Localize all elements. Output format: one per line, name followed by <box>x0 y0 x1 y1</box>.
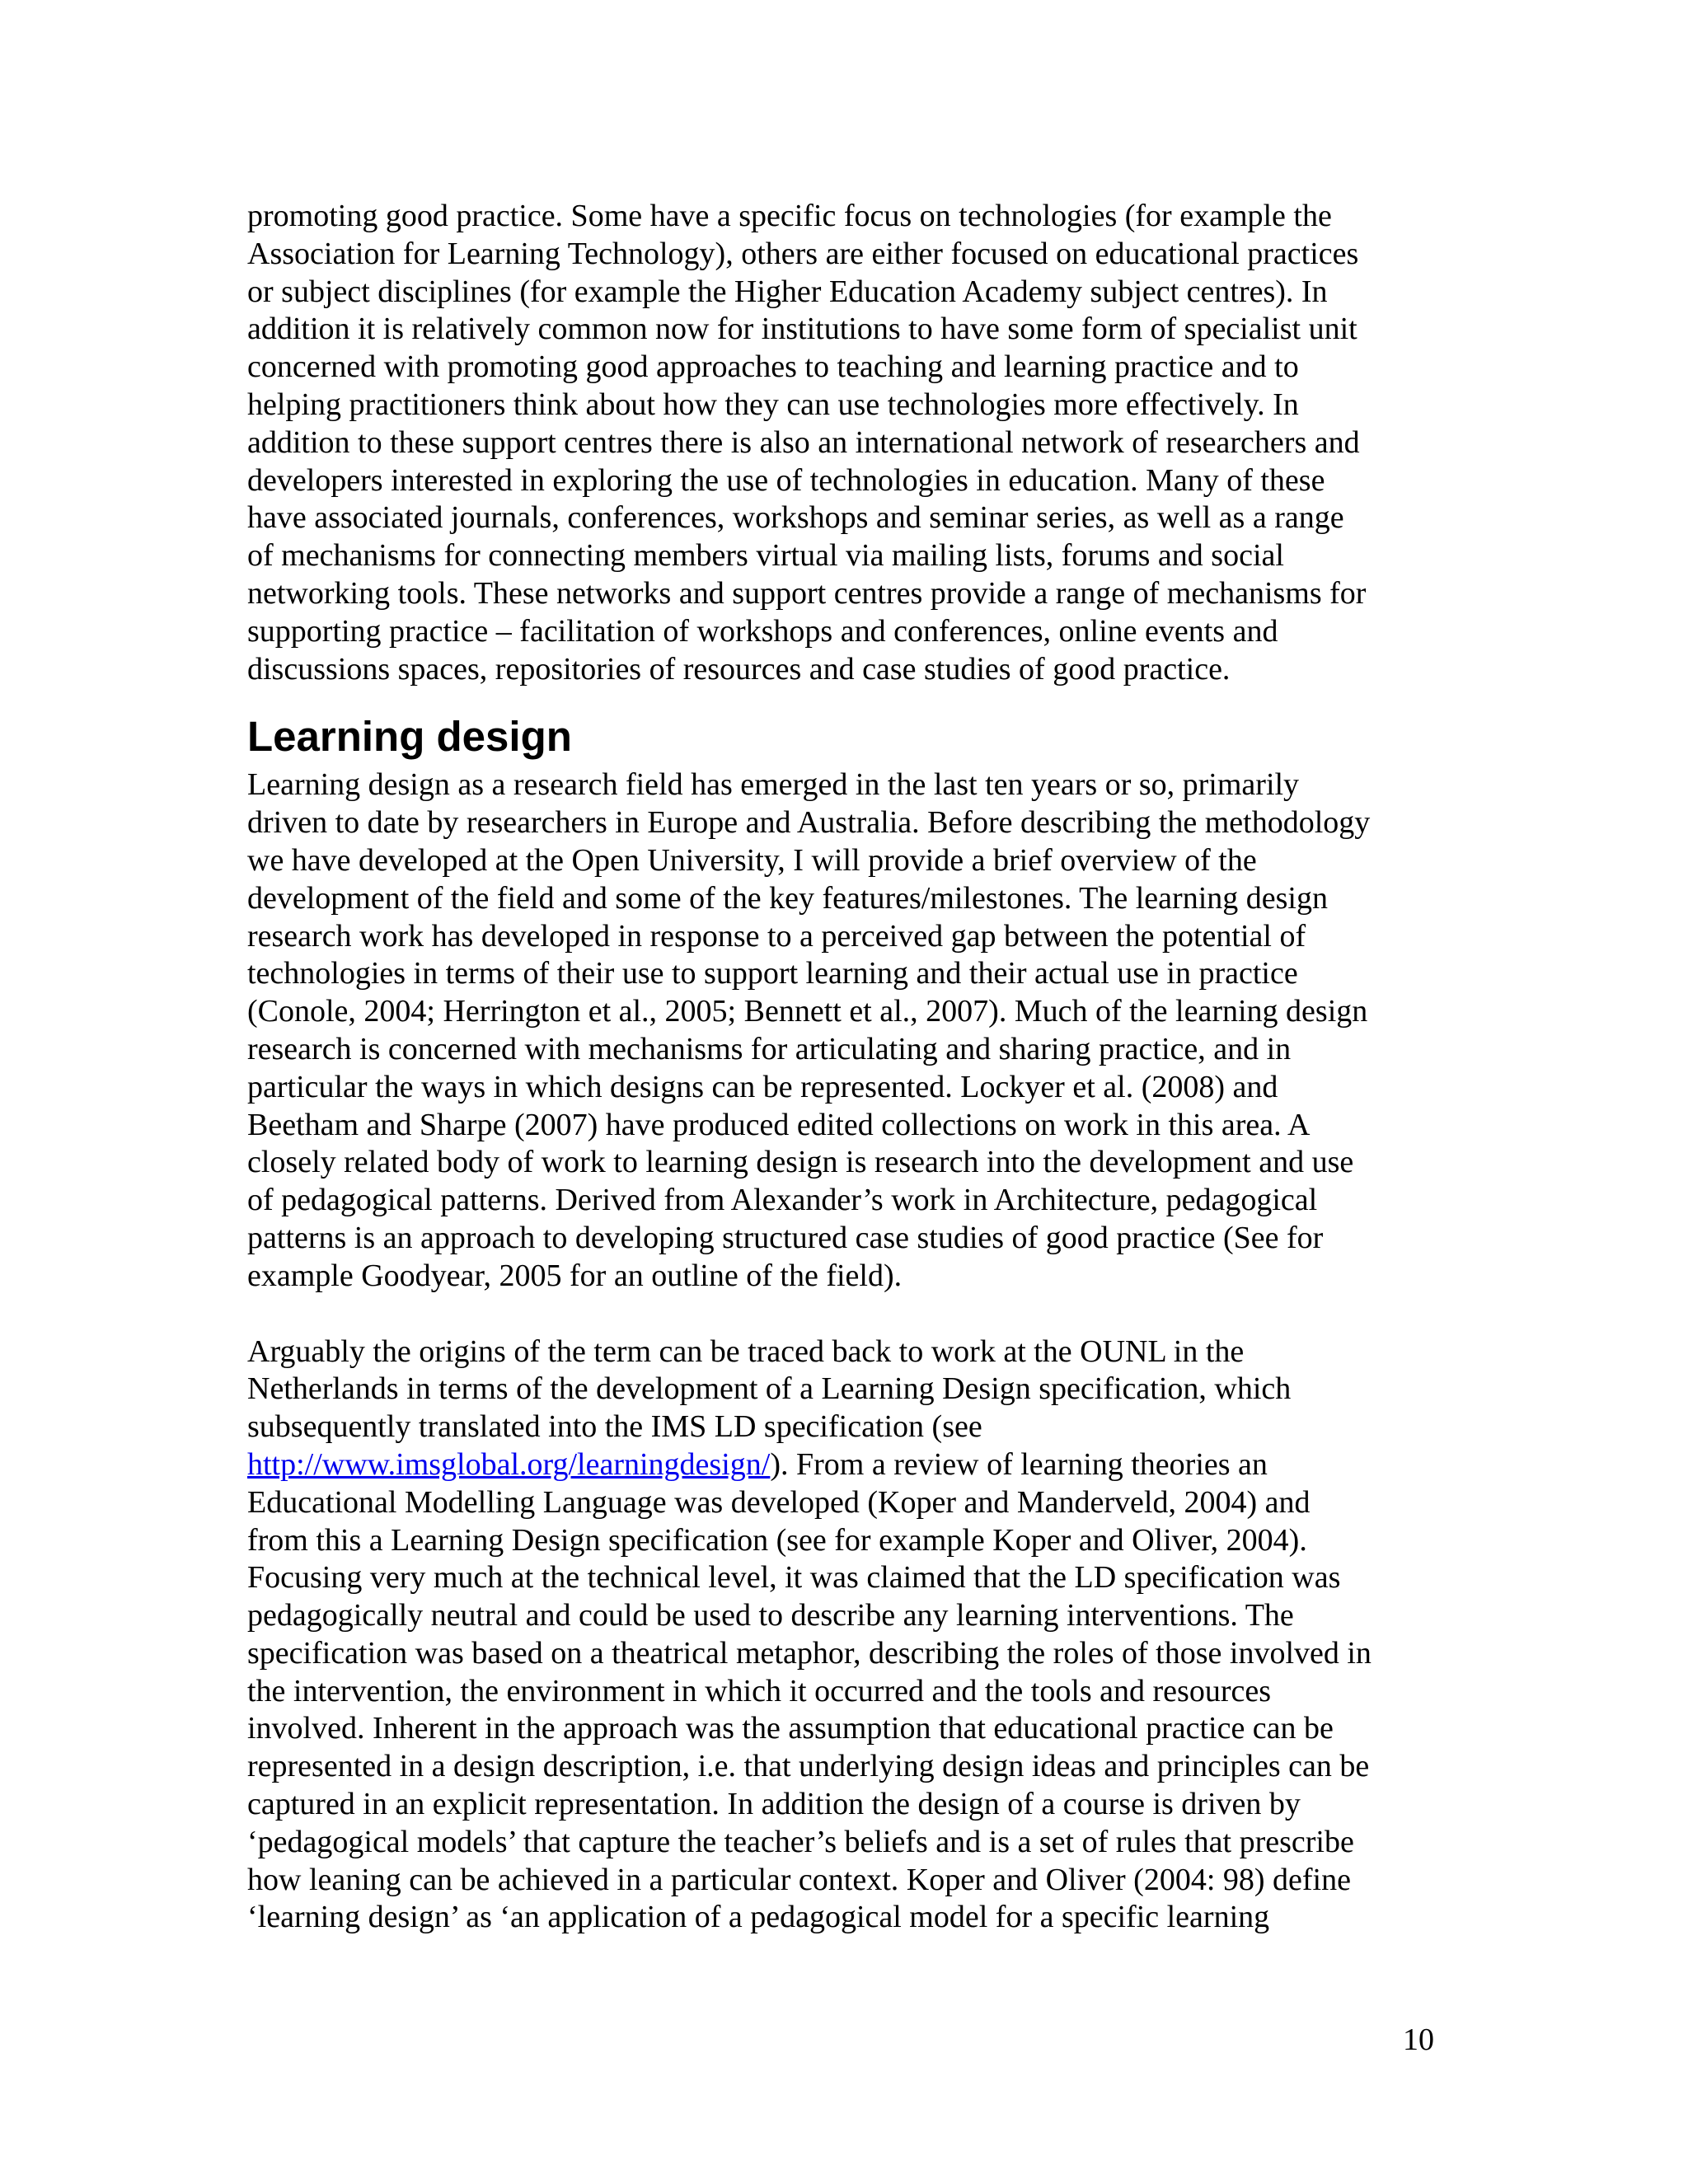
text-line: driven to date by researchers in Europe and Australia. Before describing the methodology <box>247 805 1371 841</box>
text-line: particular the ways in which designs can be represented. Lockyer et al. (2008) and <box>247 1069 1278 1104</box>
text-line: addition to these support centres there is also an international network of researchers and <box>247 424 1360 460</box>
text-line: concerned with promoting good approaches to teaching and learning practice and to <box>247 349 1299 385</box>
text-line: represented in a design description, i.e. that underlying design ideas and principles can be <box>247 1749 1370 1784</box>
text-line: captured in an explicit representation. In addition the design of a course is driven by <box>247 1787 1301 1822</box>
paragraph-spacer <box>247 1296 1451 1333</box>
paragraph-ims-ld-origins <box>247 1333 1451 1938</box>
text-line: supporting practice – facilitation of workshops and conferences, online events and <box>247 613 1278 649</box>
text-line: patterns is an approach to developing structured case studies of good practice (See for <box>247 1220 1324 1255</box>
text-line: Learning design as a research field has emerged in the last ten years or so, primarily <box>247 767 1300 803</box>
text-line: Netherlands in terms of the development of a Learning Design specification, which <box>247 1371 1292 1407</box>
text-line: how leaning can be achieved in a particular context. Koper and Oliver (2004: 98) define <box>247 1862 1351 1897</box>
text-line: example Goodyear, 2005 for an outline of the field). <box>247 1258 903 1293</box>
text-line: Educational Modelling Language was developed (Koper and Manderveld, 2004) and <box>247 1484 1311 1520</box>
text-line: Arguably the origins of the term can be traced back to work at the OUNL in the <box>247 1333 1245 1369</box>
text-line: of pedagogical patterns. Derived from Alexander’s work in Architecture, pedagogical <box>247 1183 1318 1218</box>
text-line: involved. Inherent in the approach was the assumption that educational practice can be <box>247 1711 1334 1746</box>
text-line: or subject disciplines (for example the Higher Education Academy subject centres). In <box>247 274 1328 309</box>
text-line: Focusing very much at the technical level, it was claimed that the LD specification was <box>247 1560 1341 1596</box>
paragraph-support-centres <box>247 198 1451 688</box>
text-line: Association for Learning Technology), others are either focused on educational practices <box>247 236 1359 271</box>
text-line: addition it is relatively common now for institutions to have some form of specialist unit <box>247 312 1357 347</box>
text-line: the intervention, the environment in which it occurred and the tools and resources <box>247 1673 1272 1708</box>
text-line-with-link <box>247 1446 1451 1484</box>
text-line: research is concerned with mechanisms for articulating and sharing practice, and in <box>247 1031 1292 1066</box>
text-line: research work has developed in response to a perceived gap between the potential of <box>247 918 1306 954</box>
text-line: pedagogically neutral and could be used to describe any learning interventions. The <box>247 1598 1294 1633</box>
text-line: have associated journals, conferences, workshops and seminar series, as well as a range <box>247 500 1344 536</box>
text-line: of mechanisms for connecting members virtual via mailing lists, forums and social <box>247 538 1284 574</box>
link-line-tail: ). From a review of learning theories an <box>770 1446 1268 1482</box>
page-number: 10 <box>1403 2022 1434 2057</box>
paragraph-learning-design-field <box>247 766 1451 1295</box>
text-line: ‘pedagogical models’ that capture the teacher’s beliefs and is a set of rules that prescribe <box>247 1824 1354 1859</box>
text-line: closely related body of work to learning design is research into the development and use <box>247 1145 1354 1180</box>
text-line: ‘learning design’ as ‘an application of a pedagogical model for a specific learning <box>247 1900 1270 1935</box>
text-line: specification was based on a theatrical metaphor, describing the roles of those involved in <box>247 1635 1372 1671</box>
text-line: from this a Learning Design specification (see for example Koper and Oliver, 2004). <box>247 1522 1307 1558</box>
text-line: development of the field and some of the key features/milestones. The learning design <box>247 880 1328 916</box>
text-line: we have developed at the Open University, I will provide a brief overview of the <box>247 842 1257 878</box>
text-line: Beetham and Sharpe (2007) have produced edited collections on work in this area. A <box>247 1107 1311 1142</box>
section-heading: Learning design <box>247 713 572 761</box>
text-line: promoting good practice. Some have a specific focus on technologies (for example the <box>247 199 1332 233</box>
text-line: developers interested in exploring the use of technologies in education. Many of these <box>247 462 1325 498</box>
imsglobal-link[interactable]: http://www.imsglobal.org/learningdesign/ <box>247 1446 771 1482</box>
text-line: subsequently translated into the IMS LD specification (see <box>247 1409 982 1445</box>
text-column <box>247 198 1451 1937</box>
text-line: technologies in terms of their use to support learning and their actual use in practice <box>247 956 1298 991</box>
text-line: networking tools. These networks and support centres provide a range of mechanisms for <box>247 575 1367 611</box>
text-line: discussions spaces, repositories of resources and case studies of good practice. <box>247 651 1231 687</box>
text-line: (Conole, 2004; Herrington et al., 2005; Bennett et al., 2007). Much of the learning design <box>247 994 1368 1029</box>
text-line: helping practitioners think about how they can use technologies more effectively. In <box>247 387 1299 422</box>
